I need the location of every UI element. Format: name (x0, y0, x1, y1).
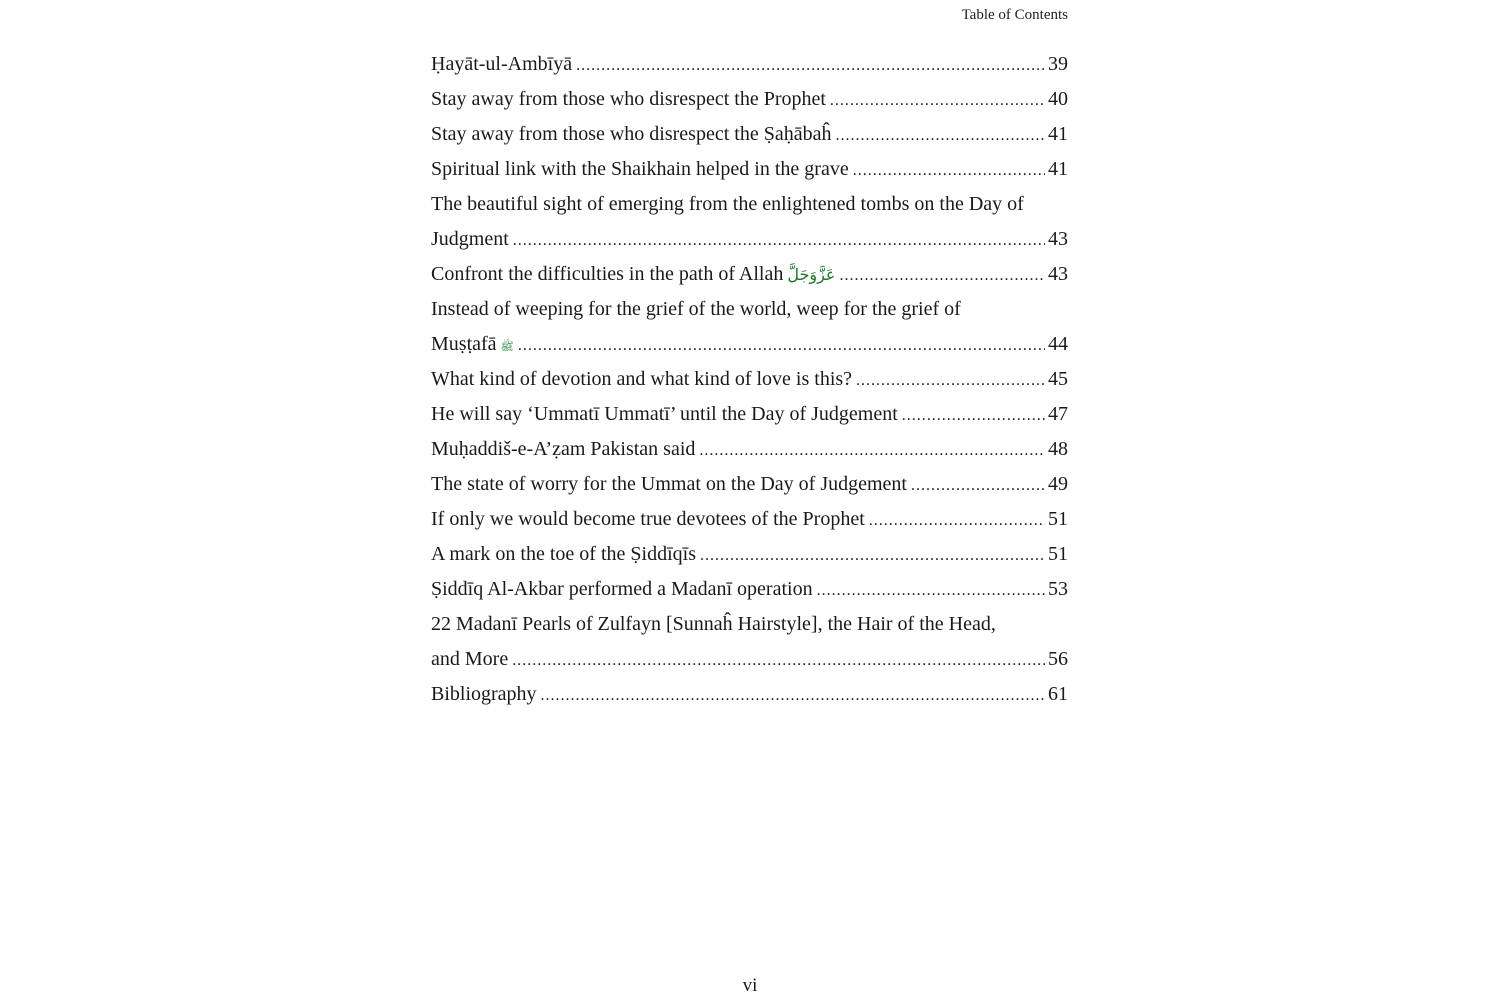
toc-page-number: 51 (1048, 543, 1068, 565)
toc-entry[interactable] (431, 257, 1068, 292)
toc-page-number: 48 (1048, 438, 1068, 460)
dot-leader (817, 573, 1045, 608)
toc-page-number: 39 (1048, 53, 1068, 75)
dot-leader (513, 223, 1045, 258)
toc-entry-row (431, 82, 1068, 117)
running-header: Table of Contents (961, 7, 1068, 23)
dot-leader (911, 468, 1045, 503)
toc-entry-title (431, 152, 849, 187)
toc-page-number: 61 (1048, 683, 1068, 705)
toc-entry-title (431, 397, 898, 432)
toc-entry[interactable] (431, 607, 1068, 677)
toc-entry-title-text: Spiritual link with the Shaikhain helped in the grave (431, 158, 849, 180)
toc-entry-title-line: Instead of weeping for the grief of the world, weep for the grief of (431, 298, 961, 320)
toc-page-number: 49 (1048, 473, 1068, 495)
toc-page-number: 44 (1048, 333, 1068, 355)
toc-entry-row (431, 502, 1068, 537)
toc-entry[interactable] (431, 537, 1068, 572)
toc-entry-title-text: Muḥaddiš-e-A’ẓam Pakistan said (431, 438, 696, 460)
toc-entry[interactable] (431, 572, 1068, 607)
toc-entry-title (431, 537, 696, 572)
dot-leader (830, 83, 1045, 118)
toc-entry[interactable] (431, 47, 1068, 82)
arabic-honorific: عَزَّوَجَلَّ (787, 265, 836, 284)
toc-entry-title (431, 502, 865, 537)
toc-entry[interactable] (431, 117, 1068, 152)
toc-entry-row (431, 537, 1068, 572)
toc-entry-row (431, 642, 1068, 677)
toc-page-number: 40 (1048, 88, 1068, 110)
toc-entry-row (431, 572, 1068, 607)
toc-entry[interactable] (431, 432, 1068, 467)
toc-page-number: 47 (1048, 403, 1068, 425)
toc-entry[interactable] (431, 397, 1068, 432)
toc-entry-title (431, 327, 514, 364)
toc-entry-row (431, 467, 1068, 502)
toc-entry-row (431, 327, 1068, 362)
toc-entry-title (431, 47, 572, 82)
dot-leader (541, 678, 1045, 713)
toc-entry-title-text: Muṣṭafā (431, 333, 497, 355)
dot-leader (512, 643, 1045, 678)
toc-entry-title-line: 22 Madanī Pearls of Zulfayn [Sunnaĥ Hairstyle], the Hair of the Head, (431, 613, 996, 635)
toc-entry-title-text: Judgment (431, 228, 509, 250)
toc-entry[interactable] (431, 467, 1068, 502)
dot-leader (576, 48, 1045, 83)
toc-entry-title-text: He will say ‘Ummatī Ummatī’ until the Day of Judgement (431, 403, 898, 425)
dot-leader (518, 328, 1045, 363)
toc-entry-title-text: Ḥayāt-ul-Ambīyā (431, 53, 573, 75)
toc-entry-title-text: What kind of devotion and what kind of love is this? (431, 368, 853, 390)
toc-entry[interactable] (431, 152, 1068, 187)
toc-entry-row (431, 432, 1068, 467)
toc-entry-row (431, 222, 1068, 257)
toc-entry-row (431, 397, 1068, 432)
toc-entry-row (431, 117, 1068, 152)
dot-leader (856, 363, 1045, 398)
toc-entry-title (431, 257, 835, 292)
toc-entry[interactable] (431, 82, 1068, 117)
toc-entry-title-text: A mark on the toe of the Ṣiddīqīs (431, 543, 696, 565)
toc-page-number: 45 (1048, 368, 1068, 390)
toc-page-number: 43 (1048, 263, 1068, 285)
toc-page-number: 43 (1048, 228, 1068, 250)
toc-entry-title-text: Ṣiddīq Al-Akbar performed a Madanī operation (431, 578, 813, 600)
toc-entry-title-text: Confront the difficulties in the path of Allah (431, 263, 784, 285)
toc-entry-row (431, 677, 1068, 712)
toc-entry-title (431, 642, 508, 677)
toc-entry[interactable] (431, 502, 1068, 537)
toc-entry-title (431, 432, 695, 467)
toc-page-number: 56 (1048, 648, 1068, 670)
toc-page-number: 53 (1048, 578, 1068, 600)
toc-entry[interactable] (431, 187, 1068, 257)
toc-entry-row (431, 257, 1068, 292)
dot-leader (835, 118, 1045, 153)
toc-entry[interactable] (431, 677, 1068, 712)
dot-leader (869, 503, 1045, 538)
toc-entry-title-text: Stay away from those who disrespect the Prophet (431, 88, 826, 110)
dot-leader (902, 398, 1045, 433)
dot-leader (839, 258, 1045, 293)
dot-leader (700, 538, 1045, 573)
toc-entry-title (431, 117, 831, 152)
toc-entry-title-text: The state of worry for the Ummat on the Day of Judgement (431, 473, 907, 495)
toc-entry-title (431, 362, 852, 397)
toc-entry-row (431, 362, 1068, 397)
toc-entry-title (431, 572, 813, 607)
dot-leader (853, 153, 1045, 188)
toc-entry-title-text: and More (431, 648, 509, 670)
page-number: vi (742, 975, 758, 996)
toc-entry-title (431, 677, 537, 712)
table-of-contents (431, 47, 1068, 712)
toc-page-number: 41 (1048, 158, 1068, 180)
toc-entry-row (431, 47, 1068, 82)
dot-leader (699, 433, 1045, 468)
toc-entry[interactable] (431, 292, 1068, 362)
toc-entry-row (431, 152, 1068, 187)
toc-entry-title (431, 222, 509, 257)
toc-entry-title-line: The beautiful sight of emerging from the enlightened tombs on the Day of (431, 193, 1024, 215)
toc-entry-title-text: Stay away from those who disrespect the Ṣaḥābaĥ (431, 123, 832, 145)
toc-entry-title (431, 467, 907, 502)
toc-entry-title (431, 82, 826, 117)
arabic-salutation: ﷺ (500, 340, 514, 353)
toc-page-number: 41 (1048, 123, 1068, 145)
toc-entry-title-text: If only we would become true devotees of the Prophet (431, 508, 865, 530)
toc-entry-title-text: Bibliography (431, 683, 537, 705)
toc-page-number: 51 (1048, 508, 1068, 530)
toc-entry[interactable] (431, 362, 1068, 397)
